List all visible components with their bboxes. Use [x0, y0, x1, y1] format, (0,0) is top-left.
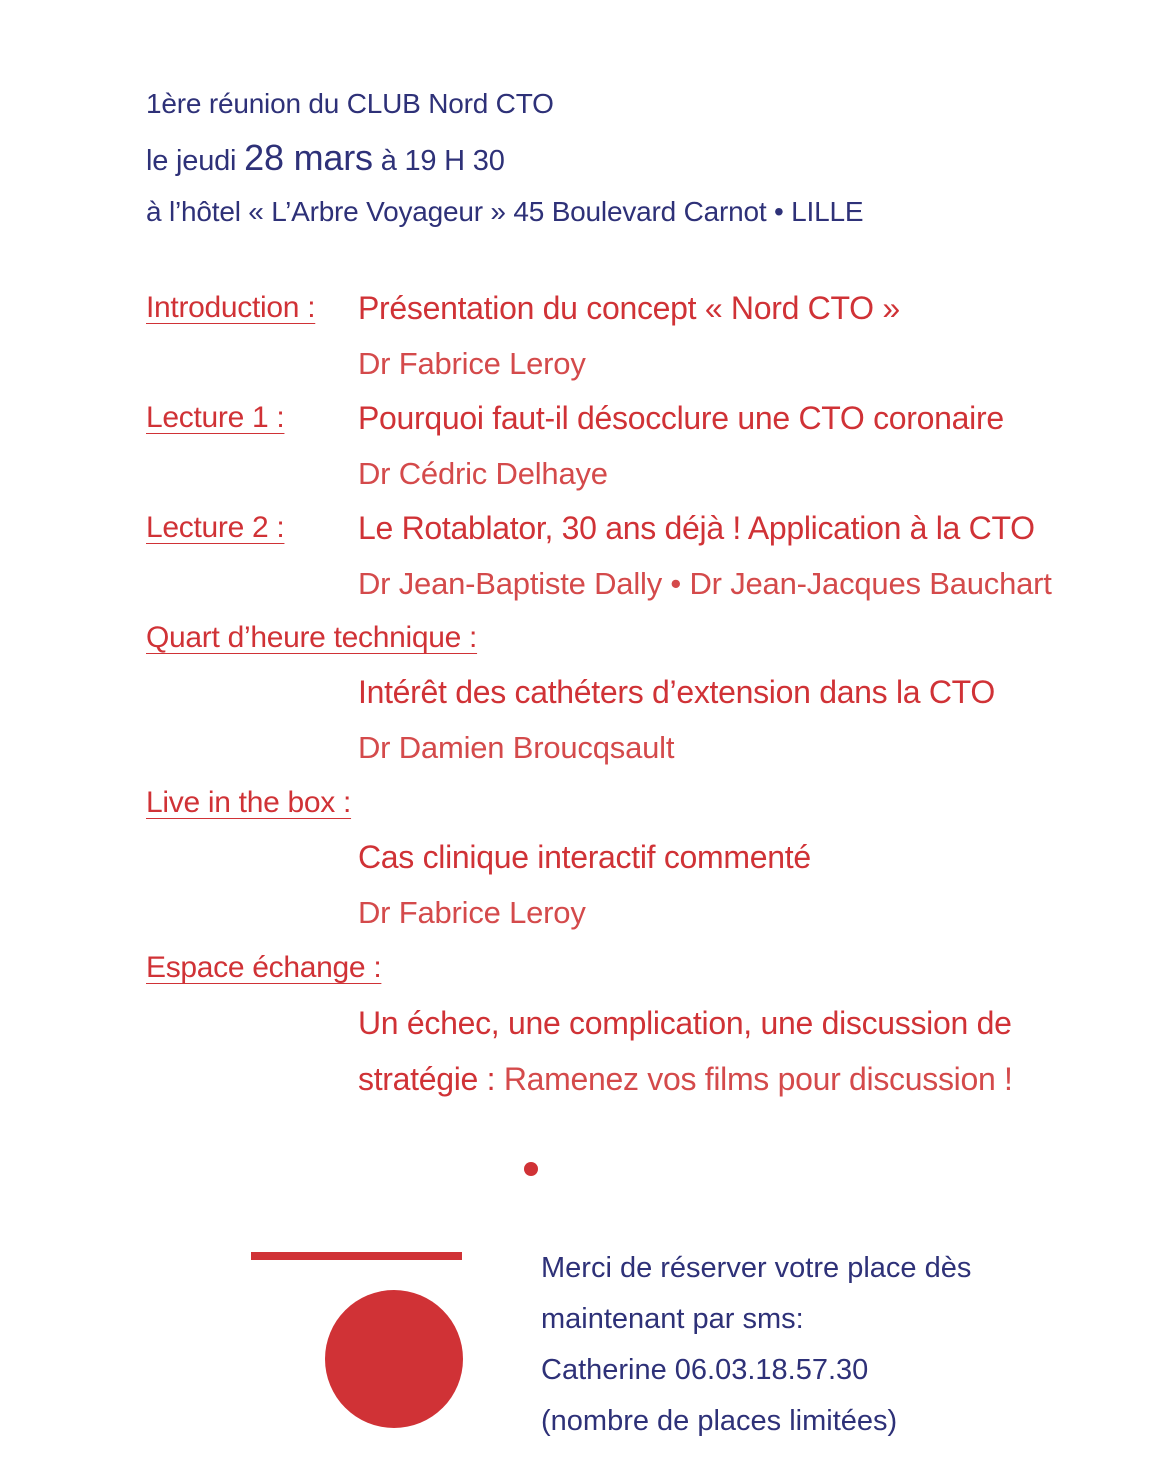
date-prefix: le jeudi [146, 145, 237, 177]
introduction-label: Introduction : [146, 291, 316, 324]
live-speaker: Dr Fabrice Leroy [358, 895, 586, 930]
lecture2-speaker: Dr Jean-Baptiste Dally • Dr Jean-Jacques Bauchart [358, 566, 1052, 601]
reservation-contact: Catherine 06.03.18.57.30 [541, 1354, 869, 1386]
reservation-line-2: maintenant par sms: [541, 1303, 804, 1335]
exchange-note: Ramenez vos films pour discussion ! [503, 1061, 1013, 1097]
decorative-line [251, 1252, 462, 1260]
lecture1-label: Lecture 1 : [146, 401, 285, 434]
exchange-title-strategy: stratégie : [358, 1061, 496, 1097]
reservation-info [541, 1243, 971, 1447]
exchange-title-line1: Un échec, une complication, une discussion de [358, 1005, 1012, 1041]
technique-label: Quart d’heure technique : [146, 621, 478, 654]
live-title: Cas clinique interactif commenté [358, 839, 811, 875]
reservation-note: (nombre de places limitées) [541, 1405, 898, 1437]
lecture1-speaker: Dr Cédric Delhaye [358, 456, 608, 491]
reservation-line-1: Merci de réserver votre place dès [541, 1252, 972, 1284]
exchange-title-line2 [358, 1061, 1013, 1098]
lecture2-label: Lecture 2 : [146, 511, 285, 544]
technique-speaker: Dr Damien Broucqsault [358, 730, 675, 765]
technique-title: Intérêt des cathéters d’extension dans la CTO [358, 674, 995, 710]
decorative-dot [524, 1162, 538, 1176]
introduction-speaker: Dr Fabrice Leroy [358, 346, 586, 381]
lecture1-title: Pourquoi faut-il désocclure une CTO coronaire [358, 400, 1004, 436]
decorative-circle [325, 1290, 463, 1428]
lecture2-title: Le Rotablator, 30 ans déjà ! Application à la CTO [358, 510, 1035, 546]
live-label: Live in the box : [146, 786, 352, 819]
meeting-title: 1ère réunion du CLUB Nord CTO [146, 88, 554, 119]
exchange-label: Espace échange : [146, 951, 382, 984]
meeting-venue: à l’hôtel « L’Arbre Voyageur » 45 Boulevard Carnot • LILLE [146, 196, 864, 227]
meeting-date: 28 mars [244, 137, 373, 178]
meeting-time: à 19 H 30 [380, 145, 505, 177]
meeting-date-line [146, 137, 505, 179]
introduction-title: Présentation du concept « Nord CTO » [358, 290, 900, 326]
